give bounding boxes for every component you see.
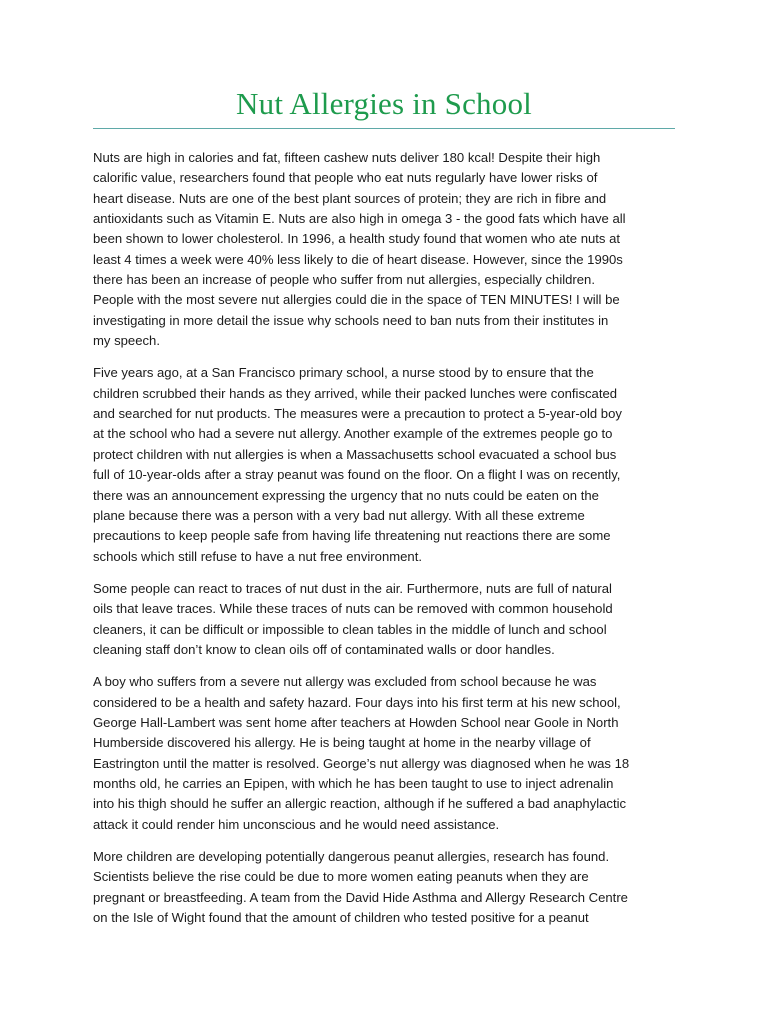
paragraph-line: More children are developing potentially dangerous peanut allergies, research has found. bbox=[93, 849, 610, 864]
paragraph-line: oils that leave traces. While these traces of nuts can be removed with common household bbox=[93, 601, 613, 617]
paragraph-line: antioxidants such as Vitamin E. Nuts are also high in omega 3 - the good fats which have all bbox=[93, 211, 626, 227]
paragraph-line: cleaners, it can be difficult or impossible to clean tables in the middle of lunch and school bbox=[93, 621, 607, 637]
paragraph-line: A boy who suffers from a severe nut allergy was excluded from school because he was bbox=[93, 674, 597, 690]
paragraph-line: on the Isle of Wight found that the amount of children who tested positive for a peanut bbox=[93, 910, 589, 926]
paragraph-line: children scrubbed their hands as they arrived, while their packed lunches were confiscated bbox=[93, 385, 618, 401]
paragraph-4 bbox=[93, 672, 675, 835]
paragraph-line: cleaning staff don’t know to clean oils off of contaminated walls or door handles. bbox=[93, 641, 555, 657]
paragraph-line: heart disease. Nuts are one of the best plant sources of protein; they are rich in fibre and bbox=[93, 190, 607, 206]
paragraph-line: full of 10-year-olds after a stray peanut was found on the floor. On a flight I was on recently, bbox=[93, 467, 621, 483]
paragraph-line: been shown to lower cholesterol. In 1996, a health study found that women who ate nuts at bbox=[93, 231, 620, 247]
paragraph-line: investigating in more detail the issue why schools need to ban nuts from their institutes in bbox=[93, 312, 609, 328]
paragraph-line: there has been an increase of people who suffer from nut allergies, especially children. bbox=[93, 272, 595, 288]
paragraph-line: at the school who had a severe nut allergy. Another example of the extremes people go to bbox=[93, 426, 613, 442]
paragraph-line: pregnant or breastfeeding. A team from the David Hide Asthma and Allergy Research Centre bbox=[93, 889, 628, 905]
paragraph-line: Humberside discovered his allergy. He is being taught at home in the nearby village of bbox=[93, 735, 591, 751]
paragraph-2 bbox=[93, 363, 675, 566]
document-title: Nut Allergies in School bbox=[236, 86, 532, 121]
paragraph-line: considered to be a health and safety hazard. Four days into his first term at his new school, bbox=[93, 694, 621, 710]
paragraph-line: schools which still refuse to have a nut free environment. bbox=[93, 548, 422, 564]
title-underline-rule bbox=[93, 128, 675, 129]
paragraph-line: Scientists believe the rise could be due to more women eating peanuts when they are bbox=[93, 869, 589, 885]
paragraph-line: least 4 times a week were 40% less likely to die of heart disease. However, since the 1990s bbox=[93, 251, 623, 267]
paragraph-line: protect children with nut allergies is when a Massachusetts school evacuated a school bus bbox=[93, 446, 617, 462]
paragraph-line: Eastrington until the matter is resolved. George’s nut allergy was diagnosed when he was 18 bbox=[93, 755, 630, 771]
paragraph-line: attack it could render him unconscious and he would need assistance. bbox=[93, 816, 500, 832]
paragraph-line: there was an announcement expressing the urgency that no nuts could be eaten on the bbox=[93, 487, 599, 503]
paragraph-line: calorific value, researchers found that people who eat nuts regularly have lower risks of bbox=[93, 170, 598, 186]
paragraph-line: my speech. bbox=[93, 333, 160, 349]
paragraph-line: into his thigh should he suffer an allergic reaction, although if he suffered a bad anaphylactic bbox=[93, 796, 627, 812]
paragraph-5 bbox=[93, 847, 675, 928]
paragraph-line: plane because there was a person with a very bad nut allergy. With all these extreme bbox=[93, 507, 585, 523]
paragraph-line: months old, he carries an Epipen, with which he has been taught to use to inject adrenalin bbox=[93, 775, 614, 791]
paragraph-line: and searched for nut products. The measures were a precaution to protect a 5-year-old boy bbox=[93, 406, 622, 422]
paragraph-line: Some people can react to traces of nut dust in the air. Furthermore, nuts are full of natural bbox=[93, 580, 612, 596]
paragraph-1 bbox=[93, 148, 675, 351]
paragraph-3 bbox=[93, 579, 675, 660]
paragraph-line: precautions to keep people safe from having life threatening nut reactions there are some bbox=[93, 528, 611, 544]
paragraph-line: Nuts are high in calories and fat, fifteen cashew nuts deliver 180 kcal! Despite their high bbox=[93, 150, 601, 165]
paragraph-line: Five years ago, at a San Francisco primary school, a nurse stood by to ensure that the bbox=[93, 365, 594, 381]
document-body bbox=[93, 148, 675, 940]
paragraph-line: People with the most severe nut allergies could die in the space of TEN MINUTES! I will be bbox=[93, 292, 620, 308]
paragraph-line: George Hall-Lambert was sent home after teachers at Howden School near Goole in North bbox=[93, 714, 619, 730]
